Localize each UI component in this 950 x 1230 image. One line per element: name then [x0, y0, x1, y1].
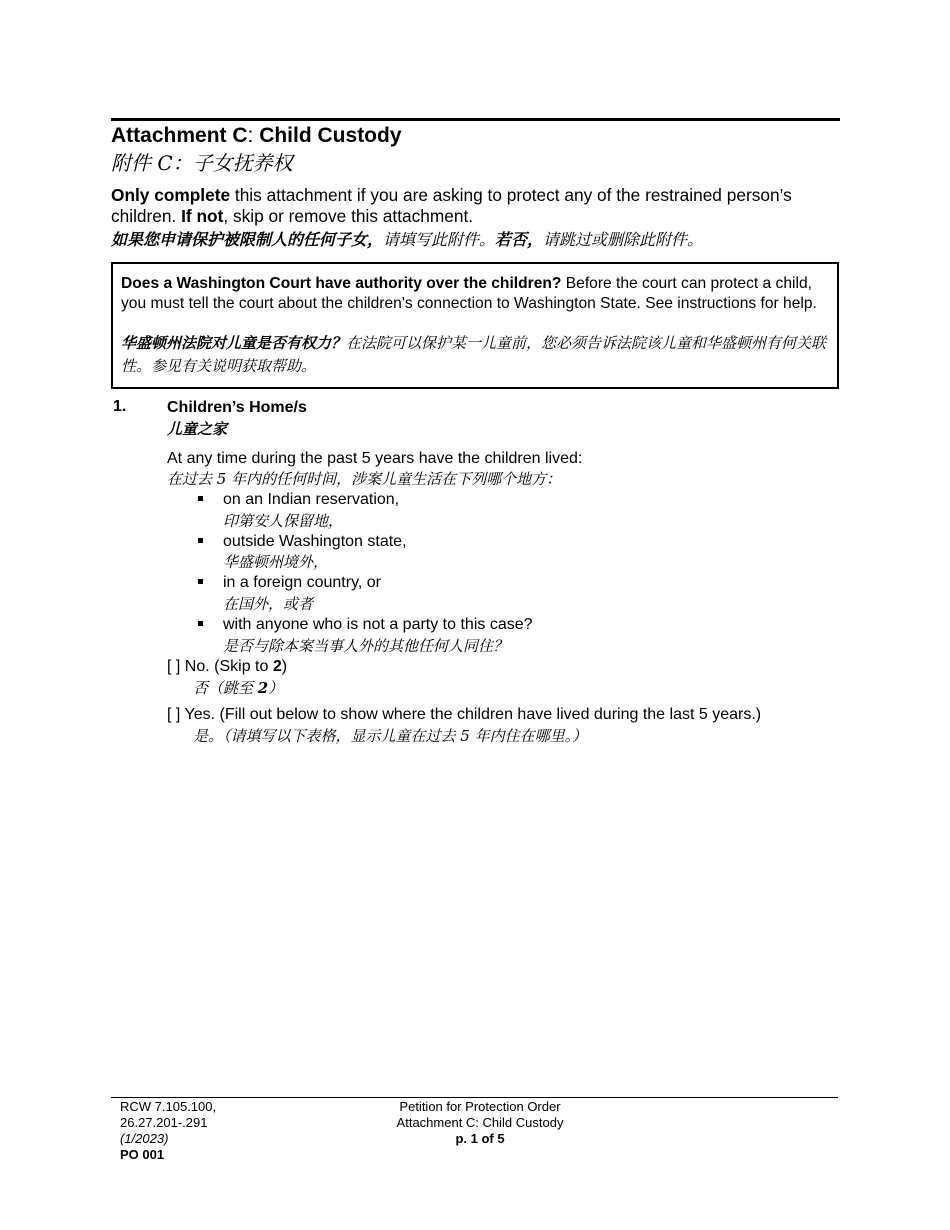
- bullet-marker: [198, 579, 203, 584]
- top-rule: [111, 118, 840, 121]
- intro-text: Only complete this attachment if you are asking to protect any of the restrained person’s children. If not, skip or remove this attachment.: [111, 185, 792, 226]
- page-title: Attachment C: Child Custody: [111, 124, 402, 147]
- authority-text-zh: 华盛顿州法院对儿童是否有权力？在法院可以保护某一儿童前，您必须告诉法院该儿童和华盛顿州有何关联性。参见有关说明获取帮助。: [121, 334, 827, 375]
- option-yes-zh: 是。（请填写以下表格，显示儿童在过去 5 年内住在哪里。）: [193, 727, 588, 745]
- checkbox-yes[interactable]: [ ]: [167, 706, 181, 723]
- page-subtitle-zh: 附件 C：子女抚养权: [111, 151, 293, 175]
- list-item: on an Indian reservation,: [223, 491, 400, 508]
- list-item: with anyone who is not a party to this case?: [223, 616, 533, 633]
- list-item-zh: 印第安人保留地，: [223, 512, 344, 530]
- section-title-zh: 儿童之家: [167, 420, 228, 438]
- list-item-zh: 是否与除本案当事人外的其他任何人同住？: [223, 637, 509, 655]
- intro-text-zh: 如果您申请保护被限制人的任何子女，请填写此附件。若否，请跳过或删除此附件。: [111, 230, 704, 249]
- option-yes[interactable]: [ ] Yes. (Fill out below to show where the children have lived during the last 5 years.): [167, 706, 762, 723]
- section-lead-zh: 在过去 5 年内的任何时间，涉案儿童生活在下列哪个地方：: [167, 470, 562, 488]
- option-no-zh: 否（跳至 2）: [193, 679, 284, 697]
- checkbox-no[interactable]: [ ]: [167, 658, 181, 675]
- authority-box: [111, 262, 839, 389]
- list-item-zh: 在国外，或者: [223, 595, 314, 613]
- list-item: outside Washington state,: [223, 533, 407, 550]
- option-no[interactable]: [ ] No. (Skip to 2): [167, 658, 288, 675]
- bullet-marker: [198, 538, 203, 543]
- bullet-marker: [198, 496, 203, 501]
- bullet-marker: [198, 621, 203, 626]
- list-item-zh: 华盛顿州境外，: [223, 553, 329, 571]
- footer-center: Petition for Protection Order Attachment C: Child Custody p. 1 of 5: [396, 1099, 564, 1146]
- authority-text: Does a Washington Court have authority over the children? Before the court can protect a child, you must tell the court about the children's connection to Washington State. See instructions for help.: [121, 275, 817, 312]
- section-number: 1.: [113, 398, 127, 415]
- footer-rule: [111, 1097, 838, 1098]
- footer-left: RCW 7.105.100, 26.27.201-.291 (1/2023) PO 001: [120, 1099, 217, 1162]
- list-item: in a foreign country, or: [223, 574, 382, 591]
- section-title: Children’s Home/s: [167, 399, 307, 416]
- section-lead: At any time during the past 5 years have the children lived:: [167, 450, 583, 467]
